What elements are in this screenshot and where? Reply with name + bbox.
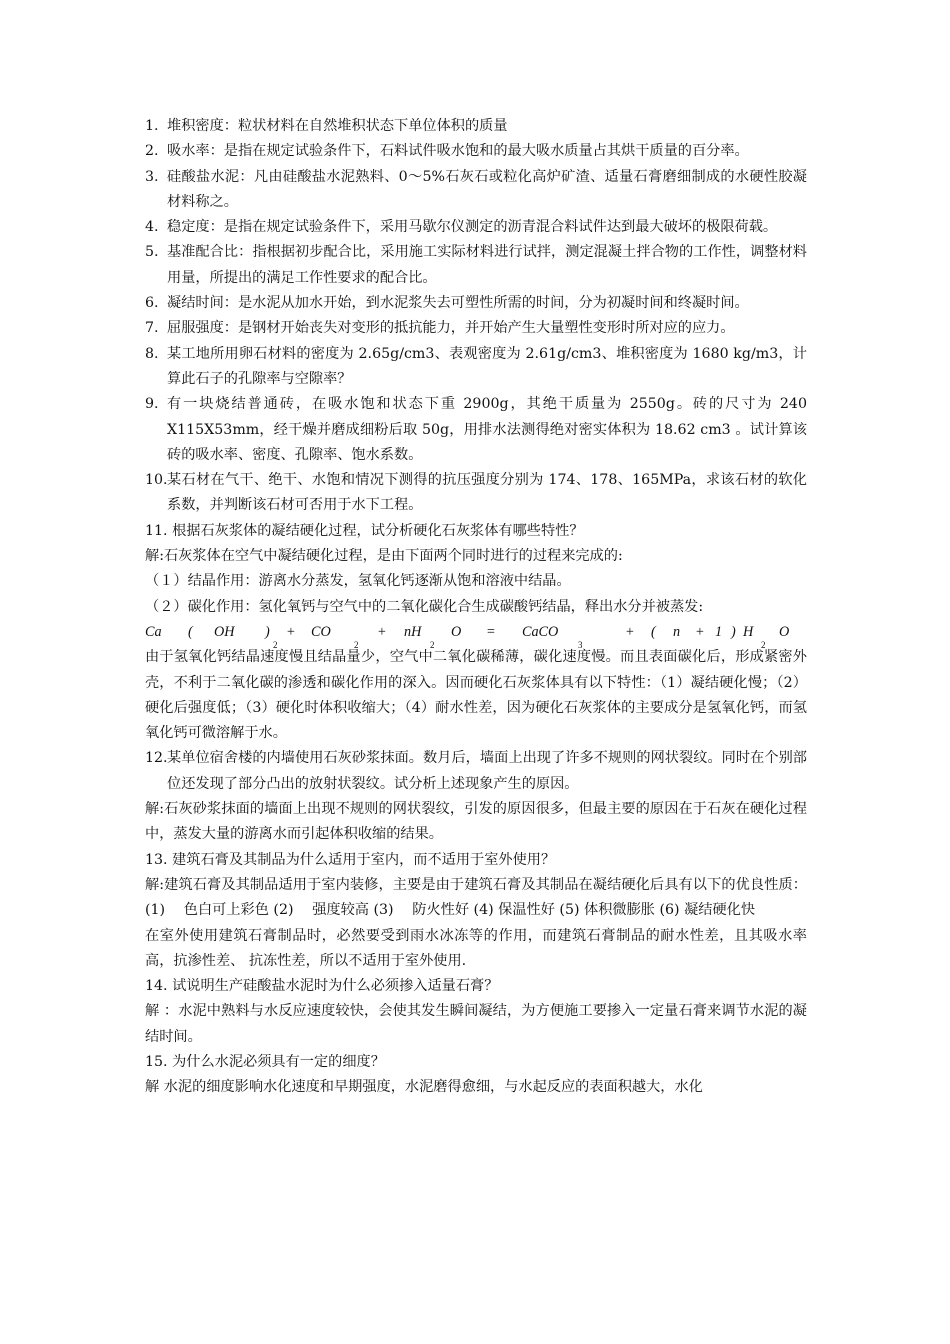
eq-subscript: 2	[430, 639, 435, 650]
answer-11-step2: （２）碳化作用：氢化氧钙与空气中的二氧化碳化合生成碳酸钙结晶，释出水分并被蒸发:	[145, 598, 704, 615]
eq-subscript: 3	[578, 639, 583, 650]
eq-term: (	[188, 623, 193, 640]
item-number: 8.	[145, 345, 159, 362]
list-item	[145, 139, 807, 164]
item-text: 吸水率：是指在规定试验条件下，石料试件吸水饱和的最大吸水质量占其烘干质量的百分率。	[167, 143, 749, 160]
eq-term: +	[625, 623, 635, 640]
list-item	[145, 215, 807, 240]
list-item	[145, 342, 807, 393]
eq-term: O	[451, 623, 462, 640]
eq-term: H	[743, 623, 754, 640]
list-item	[145, 114, 807, 139]
item-text: 有一块烧结普通砖，在吸水饱和状态下重 2900g，其绝干质量为 2550g。砖的尺寸为 240 X115X53mm，经干燥并磨成细粉后取 50g，用排水法测得绝对密实体积为 18.62 cm3 。试计算该砖的吸水率、密度、孔隙率、饱水系数。	[167, 396, 807, 463]
eq-term: +	[286, 623, 296, 640]
question-13-title: 13. 建筑石膏及其制品为什么适用于室内，而不适用于室外使用？	[145, 851, 556, 868]
eq-term: (	[651, 623, 656, 640]
answer-11-step1: （１）结晶作用：游离水分蒸发，氢氧化钙逐渐从饱和溶液中结晶。	[145, 573, 571, 590]
eq-term: n	[673, 623, 681, 640]
answer-13-part1: 解:建筑石膏及其制品适用于室内装修，主要是由于建筑石膏及其制品在凝结硬化后具有以下的优良性质：(1) 色白可上彩色 (2) 强度较高 (3) 防火性好 (4) 保温性好 (5) 体积微膨胀 (6) 凝结硬化快	[145, 876, 807, 919]
eq-term: nH	[404, 623, 422, 640]
list-item	[145, 240, 807, 291]
item-text: 某石材在气干、绝干、水饱和情况下测得的抗压强度分别为 174、178、165MPa，求该石材的软化系数，并判断该石材可否用于水下工程。	[167, 472, 807, 514]
answer-14: 解 ：水泥中熟料与水反应速度较快，会使其发生瞬间凝结，为方便施工要掺入一定量石膏来调节水泥的凝结时间。	[145, 1003, 807, 1045]
eq-term: =	[486, 623, 496, 640]
item-number: 2.	[145, 143, 159, 160]
item-number: 10.	[145, 472, 168, 489]
eq-term: 1	[715, 623, 723, 640]
eq-term: O	[779, 623, 790, 640]
item-number: 6.	[145, 295, 159, 312]
item-text: 稳定度：是指在规定试验条件下，采用马歇尔仪测定的沥青混合料试件达到最大破坏的极限荷载。	[167, 219, 778, 236]
eq-term: OH	[214, 623, 235, 640]
eq-term: Ca	[145, 623, 162, 640]
question-11-title: 11. 根据石灰浆体的凝结硬化过程，试分析硬化石灰浆体有哪些特性？	[145, 522, 584, 539]
answer-11-intro: 解:石灰浆体在空气中凝结硬化过程，是由下面两个同时进行的过程来完成的:	[145, 548, 623, 565]
item-number: 4.	[145, 219, 159, 236]
question-12-title: 某单位宿舍楼的内墙使用石灰砂浆抹面。数月后，墙面上出现了许多不规则的网状裂纹。同时在个别部位还发现了部分凸出的放射状裂纹。试分析上述现象产生的原因。	[167, 750, 807, 792]
item-text: 某工地所用卵石材料的密度为 2.65g/cm3、表观密度为 2.61g/cm3、堆积密度为 1680 kg/m3，计算此石子的孔隙率与空隙率？	[167, 345, 807, 387]
eq-term: )	[731, 623, 736, 640]
item-number: 7.	[145, 320, 159, 337]
eq-term: CO	[311, 623, 331, 640]
eq-term: +	[695, 623, 705, 640]
item-number: 5.	[145, 244, 159, 261]
answer-13-part2: 在室外使用建筑石膏制品时，必然要受到雨水冰冻等的作用，而建筑石膏制品的耐水性差，且其吸水率高，抗渗性差、 抗冻性差，所以不适用于室外使用.	[145, 927, 807, 969]
list-item	[145, 316, 807, 341]
eq-term: +	[377, 623, 387, 640]
item-text: 硅酸盐水泥：凡由硅酸盐水泥熟料、0～5%石灰石或粒化高炉矿渣、适量石膏磨细制成的水硬性胶凝材料称之。	[167, 168, 807, 210]
item-number: 9.	[145, 396, 159, 413]
eq-term: CaCO	[522, 623, 559, 640]
question-12	[145, 746, 807, 797]
question-15-title: 15. 为什么水泥必须具有一定的细度？	[145, 1053, 385, 1070]
item-text: 堆积密度：粒状材料在自然堆积状态下单位体积的质量	[167, 118, 508, 134]
answer-12: 解:石灰砂浆抹面的墙面上出现不规则的网状裂纹，引发的原因很多，但最主要的原因在于石灰在硬化过程中，蒸发大量的游离水而引起体积收缩的结果。	[145, 801, 807, 843]
list-item	[145, 165, 807, 216]
item-number: 1.	[145, 118, 159, 134]
item-text: 凝结时间：是水泥从加水开始，到水泥浆失去可塑性所需的时间，分为初凝时间和终凝时间。	[167, 295, 749, 312]
item-text: 基准配合比：指根据初步配合比，采用施工实际材料进行试拌，测定混凝土拌合物的工作性，调整材料用量，所提出的满足工作性要求的配合比。	[167, 244, 807, 286]
eq-subscript: 2	[273, 639, 278, 650]
item-text: 屈服强度：是钢材开始丧失对变形的抵抗能力，并开始产生大量塑性变形时所对应的应力。	[167, 320, 735, 337]
list-item	[145, 468, 807, 519]
answer-15: 解 水泥的细度影响水化速度和早期强度，水泥磨得愈细，与水起反应的表面积越大，水化	[145, 1079, 703, 1096]
chemical-equation	[145, 620, 807, 650]
item-number: 3.	[145, 168, 159, 185]
item-number: 12.	[145, 750, 168, 767]
eq-subscript: 2	[354, 639, 359, 650]
list-item	[145, 291, 807, 316]
question-14-title: 14. 试说明生产硅酸盐水泥时为什么必须掺入适量石膏？	[145, 978, 499, 995]
eq-term: )	[265, 623, 270, 640]
eq-subscript: 2	[761, 639, 766, 650]
answer-11-conclusion: 由于氢氧化钙结晶速度慢且结晶量少，空气中二氧化碳稀薄，碳化速度慢。而且表面碳化后，形成紧密外壳，不利于二氧化碳的渗透和碳化作用的深入。因而硬化石灰浆体具有以下特性：（1）凝结硬化慢；（2）硬化后强度低；（3）硬化时体积收缩大；（4）耐水性差，因为硬化石灰浆体的主要成分是氢氧化钙，而氢氧化钙可微溶解于水。	[145, 649, 807, 742]
document-body	[145, 114, 807, 1101]
list-item	[145, 392, 807, 468]
